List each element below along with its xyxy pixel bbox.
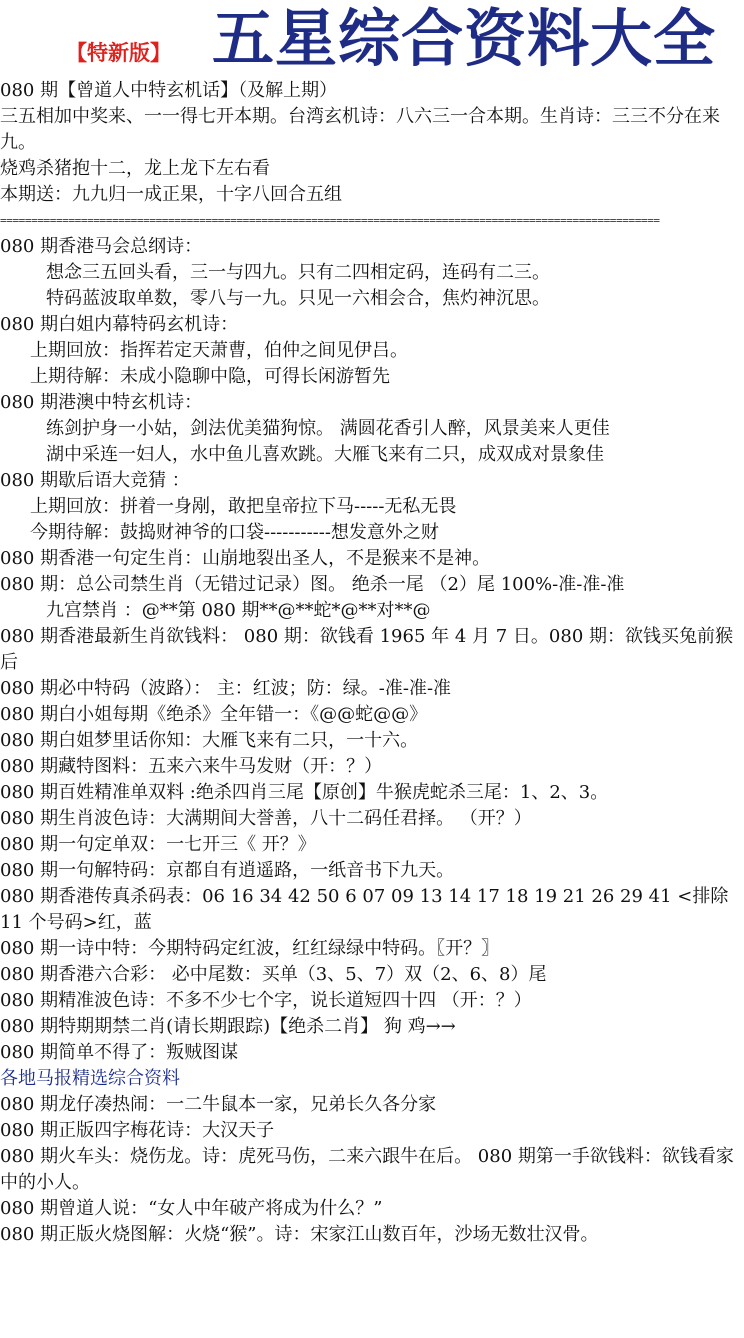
text-line: 080 期香港一句定生肖：山崩地裂出圣人，不是猴来不是神。 [0,548,491,569]
text-line: 今期待解：鼓捣财神爷的口袋-----------想发意外之财 [30,522,439,543]
text-line: 080 期精准波色诗：不多不少七个字，说长道短四十四 （开：？） [0,990,532,1011]
text-line: 080 期香港马会总纲诗： [0,236,203,257]
text-line: 080 期必中特码（波路）： 主：红波；防：绿。-准-准-准 [0,678,452,699]
section-heading: 各地马报精选综合资料 [0,1068,180,1089]
text-line: 080 期香港传真杀码表：06 16 34 42 50 6 07 09 13 14 17 18 19 21 26 29 41 <排除 11 个号码>红，蓝 [0,886,729,933]
text-line: 080 期港澳中特玄机诗： [0,392,203,413]
text-line: 上期回放：拼着一身剐，敢把皇帝拉下马-----无私无畏 [30,496,457,517]
text-line: 080 期生肖波色诗：大满期间大誉善，八十二码任君择。 （开？） [0,808,532,829]
text-line: 练剑护身一小姑，剑法优美猫狗惊。 满圆花香引人醉，风景美来人更佳 [46,418,610,439]
text-line: 080 期火车头：烧伤龙。诗：虎死马伤，二来六跟牛在后。 080 期第一手欲钱料：欲钱看家中的小人。 [0,1146,734,1193]
text-line: 080 期白小姐每期《绝杀》全年错一：《@@蛇@@》 [0,704,428,725]
text-line: 080 期简单不得了：叛贼图谋 [0,1042,239,1063]
separator-line: ========================================================================================================== [0,214,660,227]
text-line: 080 期百姓精准单双料 :绝杀四肖三尾【原创】牛猴虎蛇杀三尾：1、2、3。 [0,782,609,803]
text-line: 烧鸡杀猪抱十二，龙上龙下左右看 [0,158,270,179]
text-line: 080 期藏特图料：五来六来牛马发财（开：？） [0,756,383,777]
text-line: 080 期香港最新生肖欲钱料： 080 期：欲钱看 1965 年 4 月 7 日。080 期：欲钱买兔前猴后 [0,626,733,673]
text-line: 湖中采连一妇人，水中鱼儿喜欢跳。大雁飞来有二只，成双成对景象佳 [46,444,604,465]
text-line: 080 期正版四字梅花诗：大汉天子 [0,1120,275,1141]
text-line: 080 期曾道人说：“女人中年破产将成为什么？” [0,1198,383,1219]
text-line: 080 期歇后语大竞猜 ： [0,470,190,491]
text-line: 特码蓝波取单数，零八与一九。只见一六相会合，焦灼神沉思。 [46,288,550,309]
text-line: 想念三五回头看，三一与四九。只有二四相定码，连码有二三。 [46,262,550,283]
text-line: 上期待解：未成小隐聊中隐，可得长闲游暂先 [30,366,390,387]
text-line: 080 期正版火烧图解：火烧“猴”。诗：宋家江山数百年，沙场无数壮汉骨。 [0,1224,599,1245]
text-line: 080 期【曾道人中特玄机话】（及解上期） [0,80,338,101]
text-line: 080 期一句解特码：京都自有逍遥路，一纸音书下九天。 [0,860,455,881]
text-line: 080 期一诗中特：今期特码定红波，红红绿绿中特码。〖开？〗 [0,938,500,959]
text-line: 080 期香港六合彩： 必中尾数：买单（3、5、7）双（2、6、8）尾 [0,964,547,985]
text-line: 080 期白姐梦里话你知：大雁飞来有二只，一十六。 [0,730,419,751]
text-line: 080 期：总公司禁生肖（无错过记录）图。 绝杀一尾 （2）尾 100%-准-准-准 [0,574,625,595]
text-line: 080 期特期期禁二肖(请长期跟踪)【绝杀二肖】 狗 鸡→→ [0,1016,456,1037]
page-title: 五星综合资料大全 [212,2,717,75]
article-body [0,78,744,1248]
text-line: 九宫禁肖 ：@**第 080 期**@**蛇*@**对**@ [46,600,431,621]
edition-badge: 【特新版】 [66,41,171,65]
page-header [0,0,744,80]
text-line: 080 期一句定单双：一七开三《 开？》 [0,834,316,855]
text-line: 上期回放：指挥若定天萧曹，伯仲之间见伊吕。 [30,340,408,361]
text-line: 080 期白姐内幕特码玄机诗： [0,314,239,335]
text-line: 080 期龙仔凑热闹：一二牛鼠本一家，兄弟长久各分家 [0,1094,437,1115]
text-line: 三五相加中奖来、一一得七开本期。台湾玄机诗：八六三一合本期。生肖诗：三三不分在来九。 [0,106,720,153]
text-line: 本期送：九九归一成正果，十字八回合五组 [0,184,342,205]
